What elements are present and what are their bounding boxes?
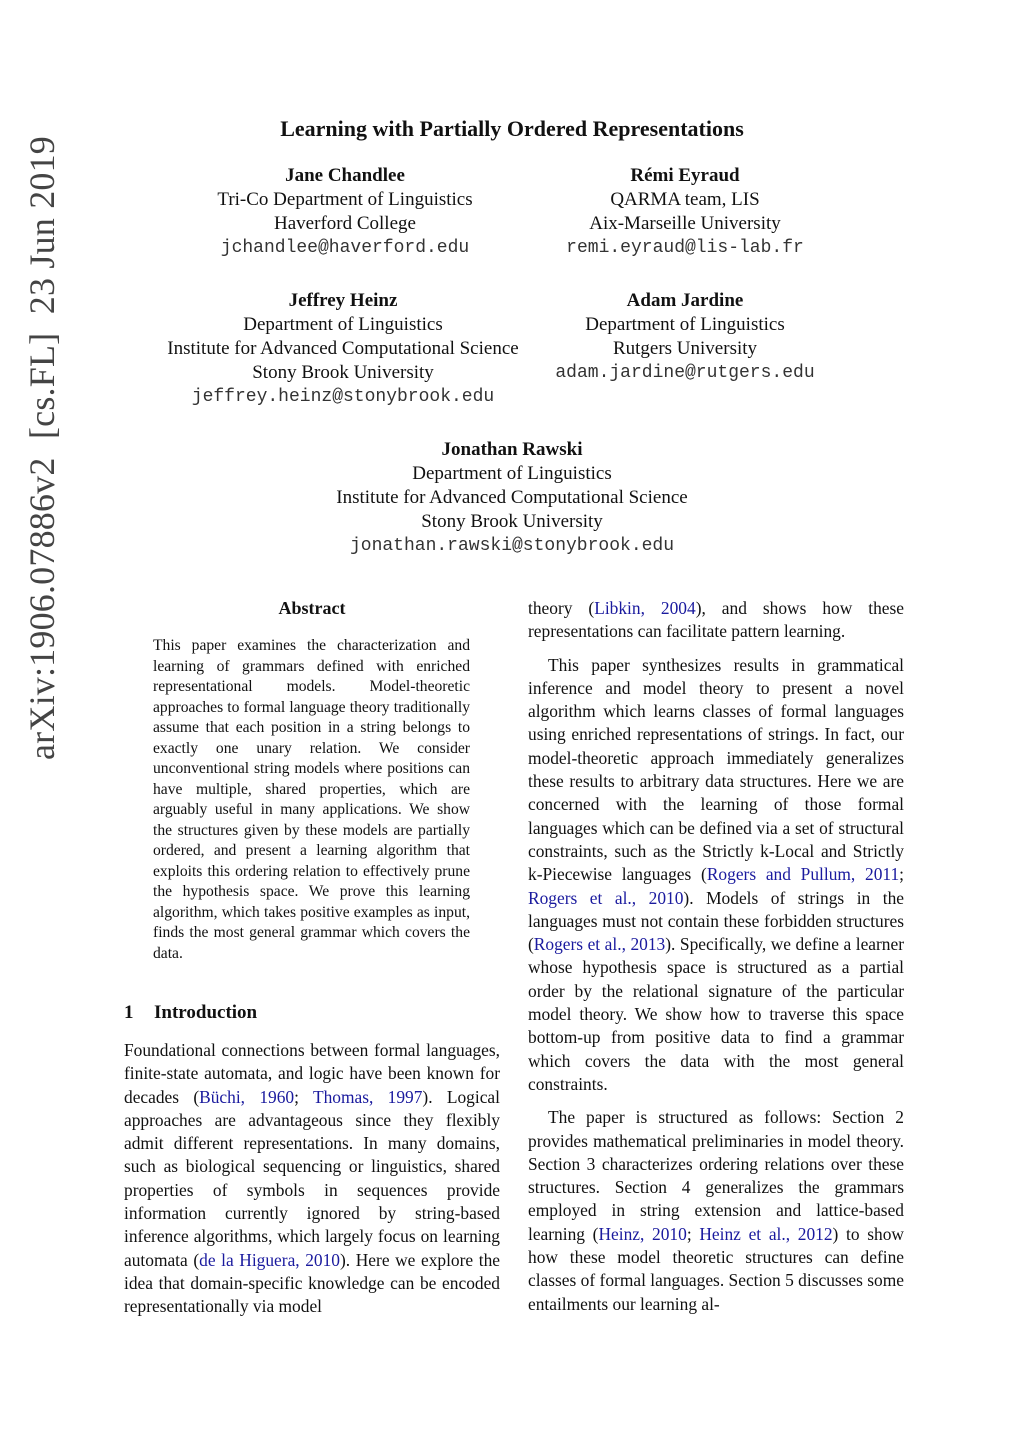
section-title: Introduction [154,1002,258,1023]
author-name: Rémi Eyraud [630,165,740,186]
author-block-eyraud [535,164,835,260]
author-block-chandlee [145,164,545,260]
arxiv-category: [cs.FL] [22,332,62,440]
author-block-heinz [143,289,543,409]
author-affiliation: Institute for Advanced Computational Science [336,487,688,508]
author-name: Jane Chandlee [285,165,405,186]
author-email[interactable]: jeffrey.heinz@stonybrook.edu [191,387,495,407]
author-affiliation: Department of Linguistics [412,463,612,484]
citation-link[interactable]: Rogers et al., 2010 [528,887,684,908]
author-name: Jeffrey Heinz [288,290,398,311]
author-block-jardine [535,289,835,385]
author-name: Jonathan Rawski [441,439,583,460]
citation-link[interactable]: Thomas, 1997 [312,1086,423,1107]
intro-paragraph-2: This paper synthesizes results in grammatical inference and model theory to present a novel algorithm which learns classes of formal languages using enriched representations of strings. In fact, our model-theoretic approach immediately generalizes these results to arbitrary data structures. Here we are concerned with the learning of those formal languages which can be defined via a set of structural constraints, such as the Strictly k-Local and Strictly k-Piecewise languages (Rogers and Pullum, 2011; Rogers et al., 2010). Models of strings in the languages must not contain these forbidden structures (Rogers et al., 2013). Specifically, we define a learner whose hypothesis space is structured as a partial order by the relational signature of the particular model theory. We show how to traverse this space bottom-up from positive data to find a grammar which covers the data with the most general constraints. [528,654,904,1094]
intro-paragraph-3: The paper is structured as follows: Section 2 provides mathematical preliminaries in model theory. Section 3 characterizes ordering relations over these structures. Section 4 generalizes the grammars employed in string extension and lattice-based learning (Heinz, 2010; Heinz et al., 2012) to show how these model theoretic structures can define classes of formal languages. Section 5 discusses some entailments our learning al- [528,1107,904,1314]
author-affiliation: Department of Linguistics [585,314,785,335]
author-block-rawski [312,438,712,558]
author-affiliation: Department of Linguistics [243,314,443,335]
abstract-text: This paper examines the characterization and learning of grammars defined with enriched representational models. Model-theoretic approaches to formal language theory traditionally assume that each position in a string belongs to exactly one unary relation. We consider unconventional string models where positions can have multiple, shared properties, which are arguably useful in many applications. We show the structures given by these models are partially ordered, and present a learning algorithm that exploits this ordering relation to effectively prune the hypothesis space. We prove this learning algorithm, which takes positive examples as input, finds the most general grammar which covers the data. [153,637,470,962]
author-email[interactable]: adam.jardine@rutgers.edu [555,363,815,383]
citation-link[interactable]: Heinz, 2010 [598,1223,687,1244]
arxiv-stamp [22,136,62,760]
author-affiliation: Haverford College [274,213,416,234]
citation-link[interactable]: Büchi, 1960 [199,1086,295,1107]
section-number: 1 [124,1002,134,1023]
citation-link[interactable]: de la Higuera, 2010 [199,1249,341,1270]
citation-link[interactable]: Rogers and Pullum, 2011 [706,864,900,885]
author-affiliation: Tri-Co Department of Linguistics [217,189,473,210]
author-affiliation: Stony Brook University [252,362,434,383]
paper-title: Learning with Partially Ordered Representations [280,116,744,141]
right-column [528,597,904,1316]
arxiv-id: arXiv:1906.07886v2 [22,457,62,760]
citation-link[interactable]: Rogers et al., 2013 [533,934,666,955]
author-affiliation: QARMA team, LIS [610,189,760,210]
section-heading-introduction [124,1001,257,1025]
abstract-heading: Abstract [278,598,346,618]
author-affiliation: Rutgers University [612,338,758,359]
author-email[interactable]: remi.eyraud@lis-lab.fr [566,238,804,258]
intro-paragraph-1: Foundational connections between formal languages, finite-state automata, and logic have been known for decades (Büchi, 1960; Thomas, 1997). Logical approaches are advantageous since they flexibly admit different representations. In many domains, such as biological sequencing or linguistics, shared properties of symbols in sequences provide information currently ignored by string-based inference algorithms, which largely focus on learning automata (de la Higuera, 2010). Here we explore the idea that domain-specific knowledge can be encoded representationally via model [124,1040,500,1317]
intro-paragraph-1-continued: theory (Libkin, 2004), and shows how these representations can facilitate pattern learning. [528,598,904,642]
left-column [124,1039,500,1319]
citation-link[interactable]: Heinz et al., 2012 [699,1223,833,1244]
citation-link[interactable]: Libkin, 2004 [594,598,696,618]
arxiv-date: 23 Jun 2019 [22,136,62,315]
author-email[interactable]: jonathan.rawski@stonybrook.edu [349,536,675,556]
author-affiliation: Aix-Marseille University [589,213,781,234]
author-affiliation: Institute for Advanced Computational Science [167,338,519,359]
author-affiliation: Stony Brook University [421,511,603,532]
author-name: Adam Jardine [626,290,744,311]
author-email[interactable]: jchandlee@haverford.edu [220,238,470,258]
